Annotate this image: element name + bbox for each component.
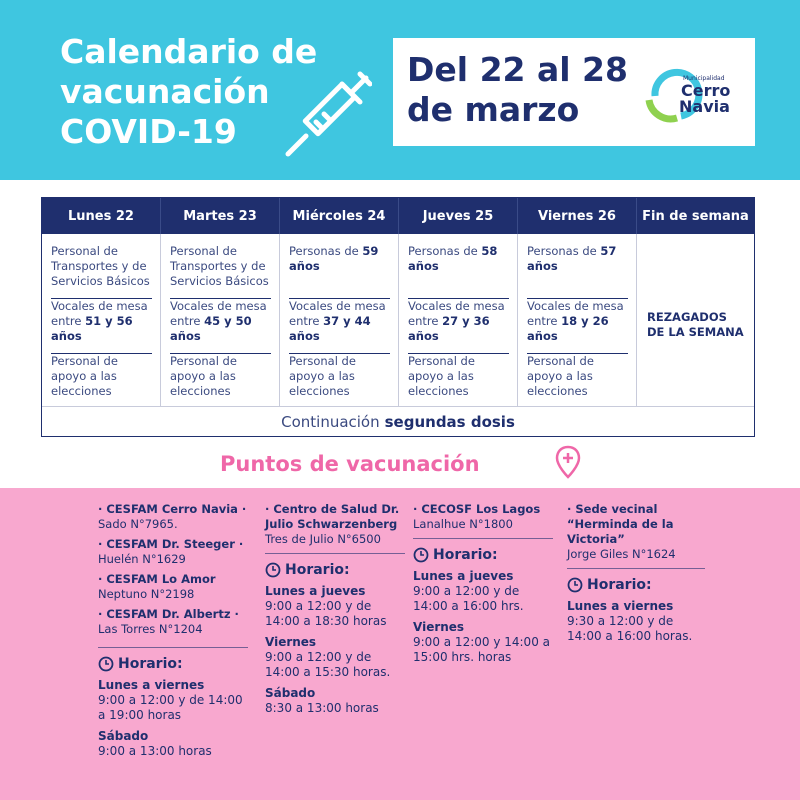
site-address: Huelén N°1629: [98, 552, 186, 566]
logo-line2: Navia: [679, 97, 730, 116]
weekend-column: [637, 234, 754, 406]
date-range: [407, 50, 628, 130]
entry-text: Personas de: [289, 244, 363, 258]
date-line: de marzo: [407, 90, 580, 129]
entry-text: Personas de: [408, 244, 482, 258]
entry-highlight: 59 años: [289, 244, 379, 273]
entry-text: Vocales de mesa entre: [51, 299, 148, 328]
logo-small-text: Municipalidad: [683, 75, 725, 82]
site-address: Sado N°7965.: [98, 517, 178, 531]
entry-highlight: 45 y 50 años: [170, 314, 252, 343]
schedule-entry: Personal de Transportes y de Servicios Básicos: [170, 244, 269, 288]
points-column-1: [98, 502, 248, 759]
entry-highlight: 58 años: [408, 244, 498, 273]
schedule-entry: [527, 299, 628, 353]
divider: [413, 538, 553, 539]
schedule-column: [280, 234, 399, 406]
schedule-label: Horario:: [433, 546, 498, 563]
divider: [98, 647, 248, 648]
entry-highlight: 37 y 44 años: [289, 314, 371, 343]
date-line: Del 22 al 28: [407, 50, 628, 89]
day-header: Miércoles 24: [280, 198, 399, 234]
schedule-entry: [289, 244, 390, 298]
day-header: Viernes 26: [518, 198, 637, 234]
schedule-column: [518, 234, 637, 406]
points-column-4: [567, 502, 705, 644]
schedule-heading: [567, 577, 705, 593]
site-address: Jorge Giles N°1624: [567, 547, 676, 561]
schedule-heading: [98, 656, 248, 672]
schedule-entry: Personal de apoyo a las elecciones: [527, 354, 594, 398]
schedule-hours: 9:00 a 12:00 y de 14:00 a 16:00 hrs.: [413, 584, 524, 613]
points-column-2: [265, 502, 405, 716]
entry-highlight: 27 y 36 años: [408, 314, 490, 343]
schedule-days: Lunes a viernes: [98, 678, 205, 692]
entry-text: Vocales de mesa entre: [527, 299, 624, 328]
logo-line1: Cerro: [681, 81, 731, 100]
site-address: Lanalhue N°1800: [413, 517, 513, 531]
cerro-navia-logo: [641, 60, 751, 126]
site-name: · CECOSF Los Lagos: [413, 502, 541, 516]
second-doses-text: segundas dosis: [384, 412, 515, 431]
schedule-entry: [408, 244, 509, 298]
location-pin-icon: [555, 445, 581, 479]
site-name: · Centro de Salud Dr. Julio Schwarzenberg: [265, 502, 400, 531]
schedule-entry: Personal de apoyo a las elecciones: [408, 354, 475, 398]
schedule-column: [161, 234, 280, 406]
entry-highlight: 57 años: [527, 244, 617, 273]
schedule-entry: [289, 299, 390, 353]
schedule-entry: [170, 299, 271, 353]
site-address: Las Torres N°1204: [98, 622, 203, 636]
schedule-days: Lunes a viernes: [567, 599, 674, 613]
schedule-entry: [527, 244, 628, 298]
schedule-heading: [413, 547, 553, 563]
schedule-hours: 9:00 a 12:00 y de 14:00 a 18:30 horas: [265, 599, 387, 628]
schedule-header-row: [42, 198, 754, 234]
day-header: Fin de semana: [642, 208, 749, 224]
entry-highlight: 51 y 56 años: [51, 314, 133, 343]
second-doses-row: [42, 406, 754, 436]
title-line: vacunación: [60, 72, 270, 111]
day-header: Martes 23: [161, 198, 280, 234]
divider: [265, 553, 405, 554]
page-title: [60, 32, 317, 152]
schedule-hours: 8:30 a 13:00 horas: [265, 701, 379, 715]
site-address: Tres de Julio N°6500: [265, 532, 381, 546]
schedule-entry: Personal de Transportes y de Servicios Básicos: [51, 244, 150, 288]
entry-highlight: 18 y 26 años: [527, 314, 609, 343]
schedule-days: Lunes a jueves: [265, 584, 366, 598]
schedule-body: [42, 234, 754, 406]
schedule-label: Horario:: [118, 655, 183, 672]
site-name: · CESFAM Dr. Albertz ·: [98, 607, 239, 621]
points-column-3: [413, 502, 553, 665]
divider: [567, 568, 705, 569]
schedule-label: Horario:: [587, 576, 652, 593]
site-name: · Sede vecinal “Herminda de la Victoria”: [567, 502, 674, 546]
schedule-hours: 9:00 a 12:00 y de 14:00 a 15:30 horas.: [265, 650, 391, 679]
entry-text: Vocales de mesa entre: [408, 299, 505, 328]
schedule-entry: [51, 299, 152, 353]
schedule-days: Lunes a jueves: [413, 569, 514, 583]
schedule-hours: 9:00 a 12:00 y de 14:00 a 19:00 horas: [98, 693, 243, 722]
continuation-text: Continuación: [281, 412, 380, 431]
date-box: [393, 38, 755, 146]
schedule-column: [42, 234, 161, 406]
schedule-hours: 9:00 a 13:00 horas: [98, 744, 212, 758]
schedule-days: Sábado: [98, 729, 149, 743]
title-line: COVID-19: [60, 112, 237, 151]
syringe-icon: [282, 70, 372, 160]
weekend-text: REZAGADOS DE LA SEMANA: [647, 310, 744, 339]
schedule-hours: 9:30 a 12:00 y de 14:00 a 16:00 horas.: [567, 614, 693, 643]
schedule-entry: Personal de apoyo a las elecciones: [51, 354, 118, 398]
entry-text: Personas de: [527, 244, 601, 258]
schedule-entry: Personal de apoyo a las elecciones: [170, 354, 237, 398]
entry-text: Vocales de mesa entre: [170, 299, 267, 328]
clock-icon: [265, 562, 281, 578]
schedule-entry: [408, 299, 509, 353]
schedule-table: [41, 197, 755, 437]
schedule-hours: 9:00 a 12:00 y 14:00 a 15:00 hrs. horas: [413, 635, 550, 664]
site-address: Neptuno N°2198: [98, 587, 195, 601]
schedule-days: Viernes: [413, 620, 465, 634]
site-name: · CESFAM Cerro Navia ·: [98, 502, 247, 516]
schedule-column: [399, 234, 518, 406]
clock-icon: [98, 656, 114, 672]
schedule-days: Viernes: [265, 635, 317, 649]
day-header: Lunes 22: [42, 198, 161, 234]
schedule-entry: Personal de apoyo a las elecciones: [289, 354, 356, 398]
title-line: Calendario de: [60, 32, 318, 71]
schedule-days: Sábado: [265, 686, 316, 700]
site-name: · CESFAM Dr. Steeger ·: [98, 537, 244, 551]
schedule-label: Horario:: [285, 561, 350, 578]
entry-text: Vocales de mesa entre: [289, 299, 386, 328]
schedule-heading: [265, 562, 405, 578]
site-name: · CESFAM Lo Amor: [98, 572, 216, 586]
clock-icon: [567, 577, 583, 593]
clock-icon: [413, 547, 429, 563]
day-header: Jueves 25: [399, 198, 518, 234]
points-title: Puntos de vacunación: [220, 452, 480, 476]
header-banner: [0, 0, 800, 180]
